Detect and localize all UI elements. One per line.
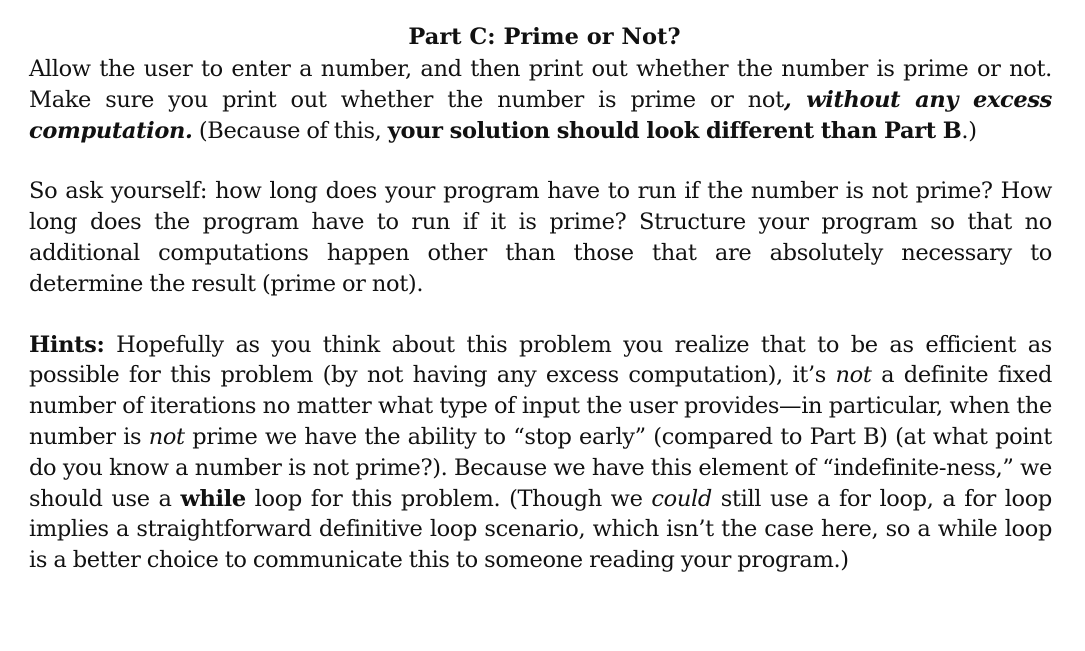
emphasis-different-solution: your solution should look different than Part B xyxy=(387,117,962,144)
emphasis-no-excess: , without any excess computation. xyxy=(29,86,1052,144)
hints-emphasis-not-2: not xyxy=(148,423,185,450)
paragraph-instructions xyxy=(29,54,1052,146)
hints-text-3: prime we have the ability to “stop early” (compared to Part B) (at what point do you know a number is not prime?). Because we have this element of “indefinite-ness,” we should use a xyxy=(29,423,1052,512)
instructions-paren-close: .) xyxy=(961,117,977,144)
paragraph-hints xyxy=(29,330,1052,576)
hints-text-5: still use a for loop, a for loop implies a straightforward definitive loop scenario, which isn’t the case here, so a while loop is a better choice to communicate this to someone reading your program.) xyxy=(29,485,1052,574)
section-title: Part C: Prime or Not? xyxy=(408,24,681,50)
ask-yourself-text: So ask yourself: how long does your program have to run if the number is not prime? How long does the program have to run if it is prime? Structure your program so that no additional computations happen other than those that are absolutely necessary to determine the result (prime or not). xyxy=(29,178,1052,297)
paragraph-ask-yourself xyxy=(29,176,1052,299)
hints-text-4: loop for this problem. (Though we xyxy=(245,485,652,512)
hints-text-2: a definite fixed number of iterations no matter what type of input the user provides—in particular, when the number is xyxy=(29,362,1052,450)
hints-emphasis-while: while xyxy=(180,485,246,512)
instructions-text: Allow the user to enter a number, and then print out whether the number is prime or not. Make sure you print out whether the number is prime or not xyxy=(29,56,1052,113)
hints-emphasis-could: could xyxy=(651,485,712,512)
hints-text-1: Hopefully as you think about this problem you realize that to be as efficient as possible for this problem (by not having any excess computation), it’s xyxy=(29,331,1052,389)
hints-label: Hints: xyxy=(29,331,105,358)
instructions-paren-open: (Because of this, xyxy=(192,117,388,144)
hints-emphasis-not-1: not xyxy=(835,362,872,389)
